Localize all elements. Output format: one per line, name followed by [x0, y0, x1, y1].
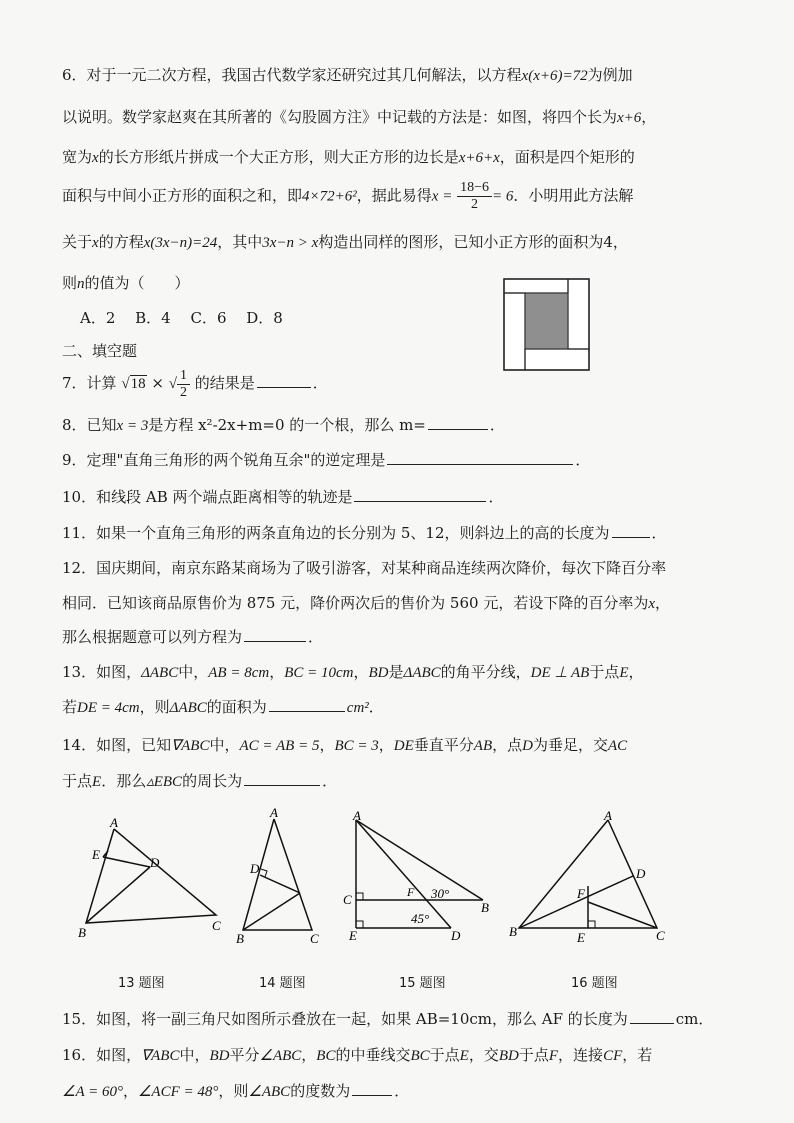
- q6-line-6: [62, 272, 190, 293]
- q16-math: ∠ABC: [259, 1048, 302, 1064]
- q8-text: 8．已知: [62, 416, 117, 434]
- q13-math: BC = 10cm: [284, 665, 354, 681]
- caption-fig-14: 14 题图: [259, 976, 306, 991]
- q16-math: BD: [209, 1048, 230, 1064]
- fraction-denominator: 2: [179, 385, 187, 400]
- q16-math: ∠ABC: [248, 1084, 291, 1100]
- fig15-AD: [356, 820, 451, 928]
- q6-equation: x(x+6)=72: [521, 68, 588, 84]
- q13-math: ΔABC: [169, 700, 207, 716]
- q6-line-1: [62, 64, 633, 85]
- q9: [62, 449, 590, 470]
- answer-blank[interactable]: [244, 627, 306, 642]
- fig15-label-B: B: [481, 900, 489, 915]
- q6-math: 4×72+6²: [302, 188, 357, 205]
- q6-text: ，: [641, 108, 657, 126]
- q16-math: ∇ABC: [141, 1048, 180, 1064]
- q6-fraction: [457, 180, 492, 213]
- q16-math: E: [459, 1048, 469, 1064]
- q6-math: n: [77, 276, 85, 292]
- answer-blank[interactable]: [257, 373, 311, 388]
- q16-math: BC: [316, 1048, 336, 1064]
- q6-text: 以说明。数学家赵爽在其所著的《勾股圆方注》中记载的方法是：如图，将四个长为: [62, 108, 618, 126]
- q7: [62, 368, 328, 401]
- q13-text: 中，: [178, 663, 209, 681]
- q12-line-2: [62, 592, 670, 613]
- figure-16: [505, 808, 675, 946]
- q14-math: AB: [473, 738, 493, 754]
- sqrt-18: √18: [121, 375, 146, 392]
- answer-blank[interactable]: [428, 415, 488, 430]
- q12-line-3: [62, 626, 323, 647]
- q14-line-1: [62, 734, 627, 755]
- q6-text: 宽为: [62, 148, 93, 166]
- q6-math: x: [92, 150, 99, 166]
- q10-text: ．: [488, 488, 504, 506]
- q8-text: 是方程 x²-2x+m=0 的一个根，那么 m=: [148, 416, 426, 434]
- q6-text: 的值为（ ）: [84, 274, 190, 292]
- caption-fig-13: 13 题图: [118, 976, 165, 991]
- q14-text: 为垂足，交: [532, 736, 608, 754]
- radicand: 18: [130, 375, 146, 392]
- fig15-label-A: A: [353, 808, 361, 823]
- answer-blank[interactable]: [612, 523, 650, 538]
- q13-math: DE = 4cm: [77, 700, 140, 716]
- q6-math: x+6+x: [458, 150, 500, 166]
- q13-text: ，则: [139, 698, 170, 716]
- q12-text: ，: [655, 594, 671, 612]
- fig13-label-A: A: [110, 815, 118, 830]
- q7-text: 7．计算: [62, 373, 117, 392]
- answer-blank[interactable]: [630, 1009, 674, 1024]
- q14-text: 中，: [209, 736, 240, 754]
- q16-math: BC: [410, 1048, 430, 1064]
- q16-math: CF: [603, 1048, 623, 1064]
- q13-math: ΔABC: [141, 665, 179, 681]
- q16-text: ，交: [468, 1046, 499, 1064]
- q13-math: BD: [368, 665, 389, 681]
- fig16-label-D: D: [636, 866, 646, 881]
- q9-text: 9．定理"直角三角形的两个锐角互余"的逆定理是: [62, 451, 386, 469]
- fig15-label-E: E: [349, 928, 357, 943]
- fig15-AB: [356, 820, 483, 900]
- q6-options: A．2 B．4 C．6 D．8: [80, 309, 283, 327]
- fig13-label-D: D: [150, 855, 160, 870]
- q12-text: 相同．已知该商品原售价为 875 元，降价两次后的售价为 560 元，若设下降的百分率为: [62, 594, 649, 612]
- q6-text: 的方程: [98, 233, 144, 251]
- q14-text: ，点: [492, 736, 523, 754]
- fig15-angle-30: 30°: [431, 886, 450, 901]
- q7-text: ．: [312, 373, 328, 392]
- q14-math: AC = AB = 5: [239, 738, 320, 754]
- q13-text: 13．如图，: [62, 663, 142, 681]
- q16-text: ，则: [218, 1082, 249, 1100]
- fig16-label-A: A: [604, 808, 612, 823]
- q6-math: 3x−n > x: [262, 235, 319, 251]
- q14-text: ．: [322, 772, 338, 790]
- q14-text: ．那么: [101, 772, 147, 790]
- q6-math: x+6: [617, 110, 642, 126]
- q6-line-4: [62, 180, 633, 213]
- q13-unit: cm²: [346, 700, 369, 716]
- fraction-denominator: 2: [471, 197, 479, 212]
- q14-text: ，: [378, 736, 394, 754]
- q6-text: 则: [62, 274, 78, 292]
- q14-text: 14．如图，已知: [62, 736, 172, 754]
- fig16-label-E: E: [577, 930, 585, 945]
- q12-line-1: 12．国庆期间，南京东路某商场为了吸引游客，对某种商品连续两次降价，每次下降百分率: [62, 559, 667, 577]
- q16-text: ，若: [622, 1046, 653, 1064]
- q6-line-3: [62, 146, 635, 167]
- q11-text: 11．如果一个直角三角形的两条直角边的长分别为 5、12，则斜边上的高的长度为: [62, 524, 610, 542]
- q6-square-figure: [503, 278, 591, 372]
- q16-math: BD: [498, 1048, 519, 1064]
- fig13-DE: [103, 857, 150, 867]
- q12-text: 那么根据题意可以列方程为: [62, 628, 243, 646]
- caption-fig-16: 16 题图: [571, 976, 618, 991]
- q14-text: 垂直平分: [413, 736, 474, 754]
- fig14-label-B: B: [236, 931, 244, 945]
- q16-text: 16．如图，: [62, 1046, 142, 1064]
- fig15-right-angle-E: [356, 921, 363, 928]
- q14-text: ，: [319, 736, 335, 754]
- answer-blank[interactable]: [352, 1081, 392, 1096]
- q13-text: 是: [388, 663, 404, 681]
- answer-blank[interactable]: [387, 450, 573, 465]
- times-sign: ×: [151, 373, 164, 392]
- q16-text: ．: [394, 1082, 410, 1100]
- q12-text: ．: [308, 628, 324, 646]
- q16-math: ∠A = 60°: [62, 1084, 123, 1100]
- q13-line-1: [62, 661, 644, 682]
- q13-text: 于点: [589, 663, 620, 681]
- fig16-right-angle: [588, 921, 595, 928]
- q11: [62, 522, 667, 543]
- fig13-label-E: E: [92, 847, 100, 862]
- q7-fraction: [177, 368, 190, 401]
- q16-text: ，: [122, 1082, 138, 1100]
- q13-text: 若: [62, 698, 78, 716]
- q6-text: ，其中: [217, 233, 263, 251]
- q14-math: E: [92, 774, 102, 790]
- q16-text: 于点: [429, 1046, 460, 1064]
- q6-text: 的长方形纸片拼成一个大正方形，则大正方形的边长是: [98, 148, 459, 166]
- fig14-label-A: A: [270, 805, 278, 820]
- fig13-BD: [86, 867, 150, 923]
- q16-text: 中，: [179, 1046, 210, 1064]
- q16-math: ∠ACF = 48°: [137, 1084, 219, 1100]
- fig16-BD: [519, 876, 633, 928]
- q14-math: ∇ABC: [171, 738, 210, 754]
- fig16-label-F: F: [577, 886, 585, 901]
- q14-text: 于点: [62, 772, 93, 790]
- q13-text: 的面积为: [206, 698, 267, 716]
- section-heading: 二、填空题: [62, 342, 138, 360]
- q13-text: ．: [368, 698, 384, 716]
- figure-14: [230, 805, 330, 945]
- fig15-right-angle-C: [356, 893, 363, 900]
- q13-math: AB = 8cm: [208, 665, 270, 681]
- answer-blank[interactable]: [269, 697, 345, 712]
- q14-text: 的周长为: [182, 772, 243, 790]
- q15: [62, 1008, 713, 1029]
- q15-text: 15．如图，将一副三角尺如图所示叠放在一起，如果 AB=10cm，那么 AF 的长度为: [62, 1010, 628, 1028]
- q6-text: 关于: [62, 233, 93, 251]
- q16-line-2: [62, 1080, 409, 1101]
- q16-text: 的度数为: [290, 1082, 351, 1100]
- q13-math: E: [619, 665, 629, 681]
- caption-fig-15: 15 题图: [399, 976, 446, 991]
- answer-blank[interactable]: [244, 771, 320, 786]
- q6-text: ，据此易得: [356, 186, 432, 205]
- answer-blank[interactable]: [354, 487, 486, 502]
- q6-math: x: [92, 235, 99, 251]
- fig15-label-D: D: [451, 928, 461, 943]
- q10: [62, 486, 504, 507]
- figure-15: [343, 808, 498, 946]
- q6-text: ，面积是四个矩形的: [499, 148, 635, 166]
- q16-math: F: [548, 1048, 559, 1064]
- fig14-label-D: D: [250, 861, 260, 876]
- q6-math: x =: [431, 188, 453, 205]
- q16-text: ，: [301, 1046, 317, 1064]
- q13-text: ，: [269, 663, 285, 681]
- fig13-triangle: [86, 829, 216, 923]
- q16-text: 于点: [518, 1046, 549, 1064]
- q13-math: DE ⊥ AB: [530, 665, 590, 681]
- q16-text: 的中垂线交: [335, 1046, 411, 1064]
- q8-text: ．: [489, 416, 505, 434]
- fig16-label-B: B: [509, 924, 517, 939]
- q6-line-5: [62, 231, 628, 252]
- q14-math: D: [522, 738, 533, 754]
- sqrt-half: √ $\frac{1}{2}$: [169, 376, 190, 392]
- fig15-angle-45: 45°: [411, 911, 430, 926]
- q14-math: BC = 3: [334, 738, 379, 754]
- fig13-label-C: C: [212, 918, 221, 933]
- q15-text: cm．: [675, 1010, 714, 1028]
- q6-text: 面积与中间小正方形的面积之和，即: [62, 186, 303, 205]
- q6-text: 构造出同样的图形，已知小正方形的面积为4，: [318, 233, 628, 251]
- q6-text: 6．对于一元二次方程，我国古代数学家还研究过其几何解法，以方程: [62, 66, 522, 84]
- fig13-label-B: B: [78, 925, 86, 940]
- q9-text: ．: [575, 451, 591, 469]
- q16-text: ，连接: [558, 1046, 604, 1064]
- q14-math: DE: [393, 738, 414, 754]
- fig16-label-C: C: [656, 928, 665, 943]
- fraction-numerator: 18−6: [457, 180, 492, 197]
- q14-math: ▵EBC: [146, 774, 183, 790]
- fig15-label-F: F: [407, 885, 415, 899]
- q14-math: AC: [608, 738, 628, 754]
- q10-text: 10．和线段 AB 两个端点距离相等的轨迹是: [62, 488, 353, 506]
- q11-text: ．: [651, 524, 667, 542]
- q13-text: 的角平分线，: [440, 663, 531, 681]
- q6-math: = 6: [492, 188, 514, 205]
- q13-math: ΔABC: [403, 665, 441, 681]
- fraction-numerator: 1: [177, 368, 190, 385]
- inner-square: [525, 293, 568, 349]
- figure-13: [78, 815, 238, 940]
- q16-line-1: [62, 1044, 652, 1065]
- fig14-label-C: C: [310, 931, 319, 945]
- q6-text: ．小明用此方法解: [513, 186, 634, 205]
- q13-line-2: [62, 696, 384, 717]
- q6-text: 为例加: [587, 66, 633, 84]
- fig15-label-C: C: [343, 892, 352, 907]
- q14-line-2: [62, 770, 337, 791]
- q7-text: 的结果是: [194, 373, 255, 392]
- q13-text: ，: [353, 663, 369, 681]
- q8: [62, 414, 505, 435]
- q6-line-2: [62, 106, 656, 127]
- q6-math: x(3x−n)=24: [143, 235, 218, 251]
- q13-text: ，: [628, 663, 644, 681]
- q8-math: x = 3: [116, 418, 149, 434]
- q16-text: 平分: [229, 1046, 260, 1064]
- q12-math: x: [648, 596, 656, 612]
